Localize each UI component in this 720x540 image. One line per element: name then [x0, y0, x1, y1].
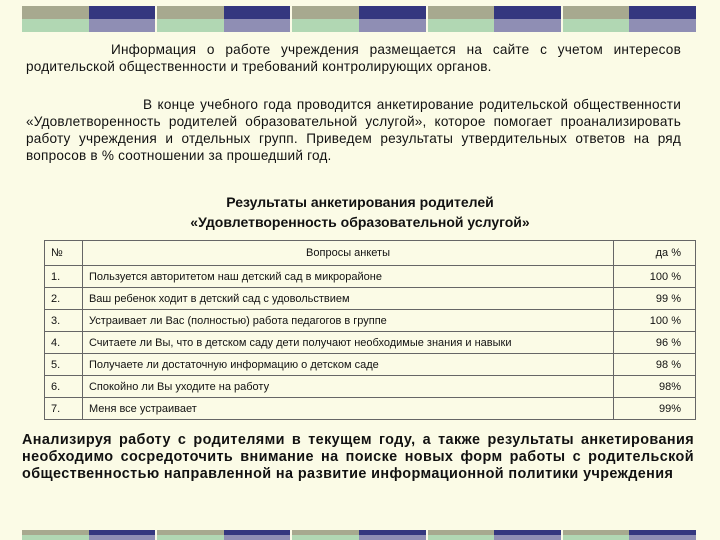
decor-block	[428, 530, 561, 540]
row-percent: 99%	[614, 398, 696, 420]
row-number: 7.	[45, 398, 83, 420]
decor-segment	[563, 6, 630, 19]
row-percent: 100 %	[614, 266, 696, 288]
row-question: Спокойно ли Вы уходите на работу	[82, 376, 613, 398]
row-percent: 96 %	[614, 332, 696, 354]
header-question: Вопросы анкеты	[82, 241, 613, 266]
decor-segment	[428, 19, 495, 32]
decor-segment	[629, 19, 696, 32]
decor-segment	[89, 535, 156, 540]
results-title-line1: Результаты анкетирования родителей	[226, 194, 494, 210]
decor-block	[157, 6, 290, 32]
table-row	[45, 398, 696, 420]
row-number: 3.	[45, 310, 83, 332]
decor-block	[292, 530, 425, 540]
decor-segment	[292, 19, 359, 32]
decor-block	[292, 6, 425, 32]
row-question: Устраивает ли Вас (полностью) работа педагогов в группе	[82, 310, 613, 332]
decor-block	[563, 530, 696, 540]
bottom-decor-stripe	[22, 530, 698, 540]
decor-segment	[224, 535, 291, 540]
decor-segment	[22, 19, 89, 32]
table-header-row	[45, 241, 696, 266]
row-percent: 98%	[614, 376, 696, 398]
row-number: 4.	[45, 332, 83, 354]
conclusion-paragraph: Анализируя работу с родителями в текущем году, а также результаты анкетирования необходимо сосредоточить внимание на поиске новых форм работы с родительской общественностью направленной на развитие информационной политики учреждения	[22, 432, 694, 482]
row-number: 1.	[45, 266, 83, 288]
decor-segment	[224, 19, 291, 32]
header-percent: да %	[614, 241, 696, 266]
survey-results-table	[44, 240, 696, 420]
decor-segment	[22, 6, 89, 19]
row-percent: 98 %	[614, 354, 696, 376]
decor-segment	[292, 535, 359, 540]
decor-segment	[563, 535, 630, 540]
decor-segment	[292, 6, 359, 19]
decor-segment	[428, 535, 495, 540]
row-percent: 99 %	[614, 288, 696, 310]
row-percent: 100 %	[614, 310, 696, 332]
decor-segment	[89, 6, 156, 19]
decor-segment	[359, 19, 426, 32]
decor-segment	[359, 6, 426, 19]
row-question: Пользуется авторитетом наш детский сад в микрорайоне	[82, 266, 613, 288]
decor-block	[22, 530, 155, 540]
row-question: Меня все устраивает	[82, 398, 613, 420]
row-number: 6.	[45, 376, 83, 398]
decor-segment	[89, 19, 156, 32]
decor-segment	[157, 19, 224, 32]
decor-segment	[629, 6, 696, 19]
row-question: Получаете ли достаточную информацию о детском саде	[82, 354, 613, 376]
decor-segment	[629, 535, 696, 540]
table-row	[45, 354, 696, 376]
decor-segment	[494, 535, 561, 540]
row-number: 5.	[45, 354, 83, 376]
intro-paragraph: Информация о работе учреждения размещается на сайте с учетом интересов родительской общественности и требований контролирующих органов.	[26, 42, 681, 74]
decor-segment	[224, 6, 291, 19]
decor-block	[22, 6, 155, 32]
decor-segment	[494, 19, 561, 32]
table-row	[45, 332, 696, 354]
survey-intro-paragraph: В конце учебного года проводится анкетирование родительской общественности «Удовлетворенность родителей образовательной услугой», которое помогает проанализировать работу учреждения и отдельных групп. Приведем результаты утвердительных ответов на ряд вопросов в % соотношении за прошедший год.	[26, 97, 681, 163]
decor-segment	[22, 535, 89, 540]
results-title-line2: «Удовлетворенность образовательной услугой»	[190, 214, 530, 230]
table-row	[45, 376, 696, 398]
row-question: Считаете ли Вы, что в детском саду дети получают необходимые знания и навыки	[82, 332, 613, 354]
decor-segment	[428, 6, 495, 19]
decor-segment	[359, 535, 426, 540]
decor-segment	[494, 6, 561, 19]
row-number: 2.	[45, 288, 83, 310]
table-row	[45, 266, 696, 288]
table-row	[45, 288, 696, 310]
decor-segment	[157, 6, 224, 19]
decor-block	[428, 6, 561, 32]
results-title	[0, 192, 720, 232]
table-row	[45, 310, 696, 332]
row-question: Ваш ребенок ходит в детский сад с удовольствием	[82, 288, 613, 310]
header-number: №	[45, 241, 83, 266]
decor-block	[563, 6, 696, 32]
top-decor-stripe	[22, 6, 698, 32]
decor-block	[157, 530, 290, 540]
decor-segment	[157, 535, 224, 540]
decor-segment	[563, 19, 630, 32]
